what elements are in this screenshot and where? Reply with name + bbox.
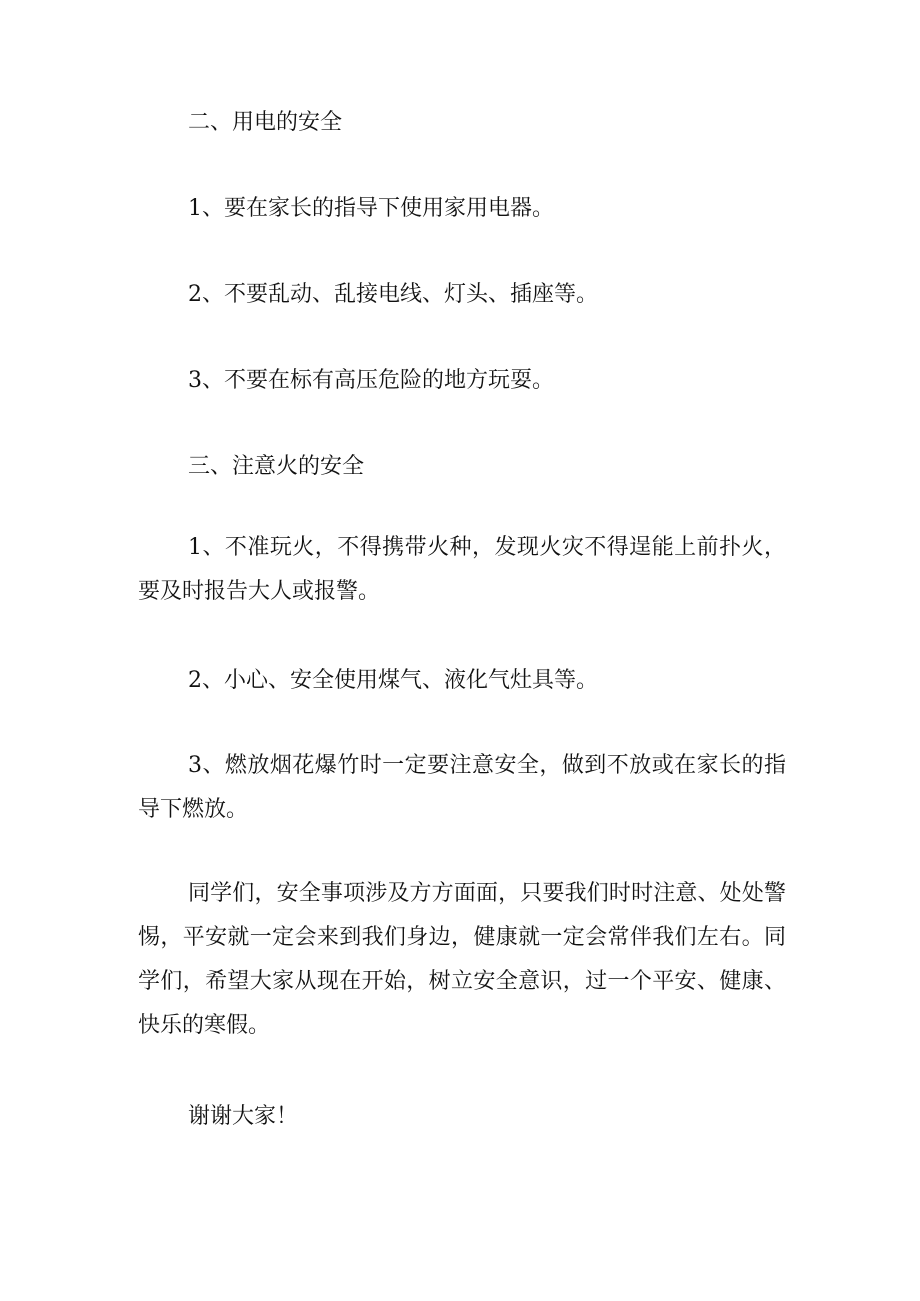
electric-item-3: 3、不要在标有高压危险的地方玩耍。 bbox=[188, 368, 554, 393]
electric-item-1: 1、要在家长的指导下使用家用电器。 bbox=[188, 196, 554, 221]
thanks-line: 谢谢大家！ bbox=[188, 1104, 299, 1129]
fire-item-1: 1、不准玩火，不得携带火种，发现火灾不得逞能上前扑火，要及时报告大人或报警。 bbox=[138, 535, 786, 604]
fire-item-2: 2、小心、安全使用煤气、液化气灶具等。 bbox=[188, 668, 598, 693]
section-heading-fire: 三、注意火的安全 bbox=[188, 454, 365, 479]
closing-paragraph: 同学们，安全事项涉及方方面面，只要我们时时注意、处处警惕，平安就一定会来到我们身边，健康就一定会常伴我们左右。同学们，希望大家从现在开始，树立安全意识，过一个平安、健康、快乐的寒假。 bbox=[138, 881, 786, 1038]
section-heading-electric: 二、用电的安全 bbox=[188, 110, 343, 135]
electric-item-2: 2、不要乱动、乱接电线、灯头、插座等。 bbox=[188, 282, 598, 307]
fire-item-3: 3、燃放烟花爆竹时一定要注意安全，做到不放或在家长的指导下燃放。 bbox=[138, 753, 786, 822]
